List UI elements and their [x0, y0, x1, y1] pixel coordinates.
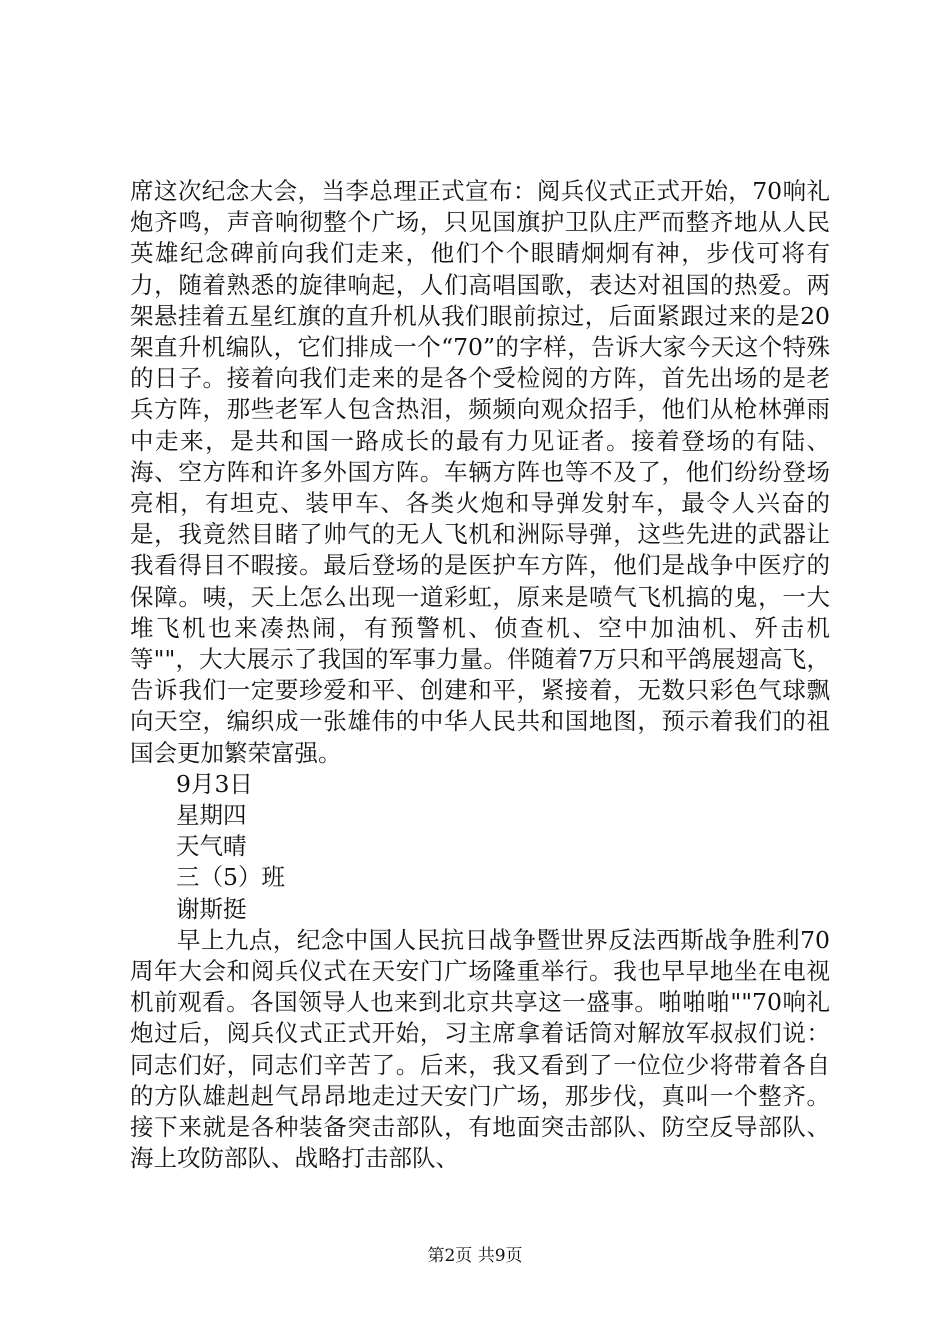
- page-footer: 第2页 共9页: [427, 1246, 523, 1266]
- diary-date: 9月3日: [176, 769, 253, 798]
- diary-weekday: 星期四: [176, 801, 247, 830]
- diary-author: 谢斯挺: [176, 894, 247, 923]
- document-body: [130, 176, 830, 1175]
- diary-weather: 天气晴: [176, 832, 247, 861]
- diary-class: 三（5）班: [176, 863, 285, 892]
- paragraph-parade-description: 席这次纪念大会，当李总理正式宣布：阅兵仪式正式开始，70响礼炮齐鸣，声音响彻整个广场，只见国旗护卫队庄严而整齐地从人民英雄纪念碑前向我们走来，他们个个眼睛炯炯有神，步伐可将有力，随着熟悉的旋律响起，人们高唱国歌，表达对祖国的热爱。两架悬挂着五星红旗的直升机从我们眼前掠过，后面紧跟过来的是20架直升机编队，它们排成一个“70”的字样，告诉大家今天这个特殊的日子。接着向我们走来的是各个受检阅的方阵，首先出场的是老兵方阵，那些老军人包含热泪，频频向观众招手，他们从枪林弹雨中走来，是共和国一路成长的最有力见证者。接着登场的有陆、海、空方阵和许多外国方阵。车辆方阵也等不及了，他们纷纷登场亮相，有坦克、装甲车、各类火炮和导弹发射车，最令人兴奋的是，我竟然目睹了帅气的无人飞机和洲际导弹，这些先进的武器让我看得目不暇接。最后登场的是医护车方阵，他们是战争中医疗的保障。咦，天上怎么出现一道彩虹，原来是喷气飞机搞的鬼，一大堆飞机也来凑热闹，有预警机、侦查机、空中加油机、歼击机等""，大大展示了我国的军事力量。伴随着7万只和平鸽展翅高飞，告诉我们一定要珍爱和平、创建和平，紧接着，无数只彩色气球飘向天空，编织成一张雄伟的中华人民共和国地图，预示着我们的祖国会更加繁荣富强。: [130, 177, 830, 767]
- paragraph-morning-parade: 早上九点，纪念中国人民抗日战争暨世界反法西斯战争胜利70周年大会和阅兵仪式在天安门广场隆重举行。我也早早地坐在电视机前观看。各国领导人也来到北京共享这一盛事。啪啪啪""70响礼炮过后，阅兵仪式正式开始，习主席拿着话筒对解放军叔叔们说：同志们好，同志们辛苦了。后来，我又看到了一位位少将带着各自的方队雄赳赳气昂昂地走过天安门广场，那步伐，真叫一个整齐。接下来就是各种装备突击部队，有地面突击部队、防空反导部队、海上攻防部队、战略打击部队、: [130, 925, 830, 1173]
